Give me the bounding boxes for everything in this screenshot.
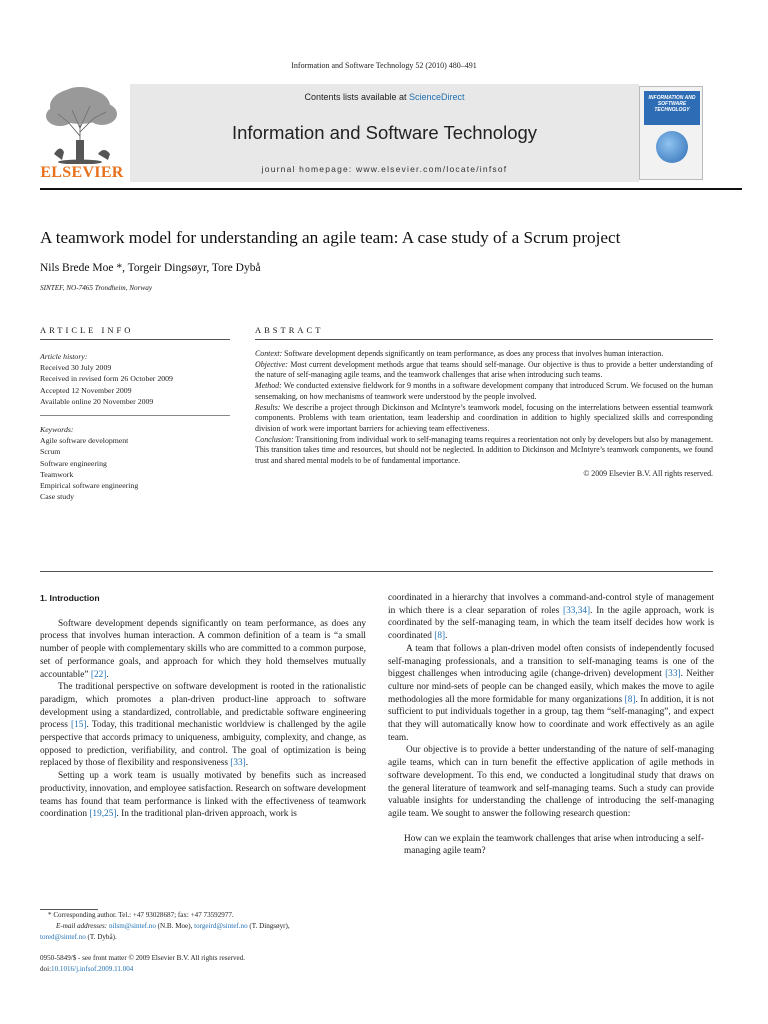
- body-paragraph: Setting up a work team is usually motivated by benefits such as increased productivity, innovation, and employee satisfaction. Research on software development teams has found that team performance is linked with the effectiveness of teamwork coordination [19,25]. In the traditional plan-driven approach, work is: [40, 771, 366, 820]
- masthead-center: [130, 84, 639, 182]
- abstract-context: [255, 349, 713, 360]
- body-paragraph: Our objective is to provide a better understanding of the nature of self-managing agile teams, which can in turn benefit the effective application of agile methods in software development. To this end, we conducted a longitudinal study that draws on the general literature of teamwork and self-managing teams. Such a study can provide valuable insights for understanding the challenge of introducing the self-managing agile team. We sought to answer the following research question:: [388, 745, 714, 819]
- conclusion-text: Transitioning from individual work to self-managing teams requires a reorientation not only by developers but also by management. This transition takes time and resources, but should not be neglected. In addition to Dickinson and McIntyre’s teamwork components, we found trust and shared mental models to be of fundamental importance.: [255, 434, 713, 466]
- body-left-column: [40, 592, 366, 821]
- citation-link[interactable]: [33]: [665, 669, 681, 680]
- citation-link[interactable]: [8]: [624, 694, 636, 705]
- citation-link[interactable]: [15]: [71, 720, 87, 731]
- abstract-bottom-rule: [40, 571, 713, 572]
- email-link[interactable]: tored@sintef.no: [40, 932, 86, 941]
- doi-link[interactable]: 10.1016/j.infsof.2009.11.004: [51, 965, 134, 974]
- citation-link[interactable]: [8]: [434, 631, 446, 642]
- contents-line: [130, 92, 639, 102]
- elsevier-logo[interactable]: [40, 84, 124, 182]
- citation-link[interactable]: [33]: [230, 758, 246, 769]
- info-divider: [40, 415, 230, 416]
- results-label: Results:: [255, 402, 281, 412]
- tree-icon: [40, 84, 124, 164]
- keyword-item: Software engineering: [40, 458, 107, 468]
- running-head: Information and Software Technology 52 (2010) 480–491: [291, 61, 477, 70]
- journal-title: Information and Software Technology: [231, 122, 538, 143]
- email-link[interactable]: torgeird@sintef.no: [194, 921, 248, 930]
- keywords-label: Keywords:: [40, 425, 74, 435]
- article-authors: Nils Brede Moe *, Torgeir Dingsøyr, Tore Dybå: [40, 262, 261, 274]
- abstract-heading: ABSTRACT: [255, 325, 324, 335]
- history-item: Received in revised form 26 October 2009: [40, 374, 173, 384]
- results-text: We describe a project through Dickinson and McIntyre’s teamwork model, focusing on the interrelations between essential teamwork components. Problems with team orientation, team leadership and coordination in addition to highly specialized skills and corresponding division of work were important barriers for achieving team effectiveness.: [255, 402, 713, 433]
- section-heading-introduction: 1. Introduction: [40, 593, 100, 603]
- conclusion-label: Conclusion:: [255, 434, 294, 444]
- context-text: Software development depends significantly on team performance, as does any process that involves human interaction.: [282, 349, 664, 358]
- cover-graphic: [656, 131, 688, 163]
- journal-homepage-link[interactable]: journal homepage: www.elsevier.com/locate/infsof: [261, 164, 508, 174]
- article-title: A teamwork model for understanding an agile team: A case study of a Scrum project: [40, 228, 621, 247]
- abstract-conclusion: [255, 435, 713, 467]
- author-affiliation: SINTEF, NO-7465 Trondheim, Norway: [40, 284, 153, 292]
- body-paragraph: The traditional perspective on software development is rooted in the rationalistic paradigm, which promotes a plan-driven product-line approach to software development using a standardized, controllable, and predictable software engineering process [15]. Today, this traditional mechanistic worldview is challenged by the agile perspective that accords primacy to uniqueness, ambiguity, complexity, and change, as opposed to prediction, verifiability, and control. The goal of optimization is being replaced by those of flexibility and responsiveness [33].: [40, 682, 366, 769]
- front-matter-line: 0950-5849/$ - see front matter © 2009 Elsevier B.V. All rights reserved.: [40, 954, 246, 962]
- abstract-copyright: © 2009 Elsevier B.V. All rights reserved.: [583, 468, 713, 478]
- abstract: [255, 349, 713, 479]
- keyword-item: Teamwork: [40, 469, 74, 479]
- masthead-rule: [40, 188, 742, 190]
- keyword-item: Empirical software engineering: [40, 481, 139, 491]
- elsevier-wordmark: ELSEVIER: [40, 164, 124, 181]
- journal-masthead: [40, 84, 742, 188]
- contents-prefix: Contents lists available at: [304, 92, 410, 102]
- objective-text: Most current development methods argue that teams should self-manage. Our objective is thus to provide a better understanding of the nature of self-managing agile teams, and the teamwork challenges that arise when introducing such teams.: [255, 359, 713, 380]
- context-label: Context:: [255, 349, 283, 358]
- cover-title: INFORMATION AND SOFTWARE TECHNOLOGY: [644, 91, 700, 125]
- keyword-item: Case study: [40, 492, 75, 502]
- citation-link[interactable]: [22]: [90, 669, 107, 680]
- abstract-objective: [255, 360, 713, 381]
- abstract-method: [255, 381, 713, 402]
- article-info: [40, 351, 230, 502]
- history-item: Received 30 July 2009: [40, 363, 112, 373]
- objective-label: Objective:: [255, 359, 288, 369]
- citation-link[interactable]: [19,25]: [89, 809, 117, 820]
- corresponding-author-footnote: * Corresponding author. Tel.: +47 93028687; fax: +47 73592977. E-mail addresses: nilsm@sintef.no (N.B. Moe), torgeird@sintef.no (T. Dingsøyr), tored@sintef.no (T. Dybå).: [40, 910, 370, 943]
- article-info-rule: [40, 339, 230, 340]
- method-text: We conducted extensive fieldwork for 9 months in a software development company that introduced Scrum. We focused on the human sensemaking, on how mechanisms of teamwork were understood by the people involved.: [255, 381, 713, 401]
- email-link[interactable]: nilsm@sintef.no: [108, 921, 156, 930]
- body-right-column: [388, 592, 714, 858]
- article-info-heading: ARTICLE INFO: [40, 325, 134, 335]
- history-item: Accepted 12 November 2009: [40, 385, 132, 395]
- corresponding-author: * Corresponding author. Tel.: +47 93028687; fax: +47 73592977.: [48, 911, 234, 919]
- method-label: Method:: [255, 381, 282, 391]
- email-label: E-mail addresses:: [56, 921, 108, 930]
- abstract-rule: [255, 339, 713, 340]
- body-paragraph: coordinated in a hierarchy that involves a command-and-control style of management in which there is a clear separation of roles [33,34]. In the agile approach, work is coordinated by the self-managing team, in which the team itself decides how work is coordinated [8].: [388, 593, 714, 642]
- abstract-results: [255, 403, 713, 435]
- issn-doi-block: [40, 953, 380, 975]
- keyword-item: Scrum: [40, 447, 61, 457]
- body-paragraph: Software development depends significantly on team performance, as does any process that involves human interaction. A common definition of a team is “a small number of people with complementary skills who are committed to a common purpose, set of performance goals, and approach for which they hold themselves mutually accountable” [22].: [40, 618, 366, 680]
- research-question: How can we explain the teamwork challenges that arise when introducing a self-managing agile team?: [404, 833, 704, 857]
- doi-label: doi:: [40, 965, 52, 974]
- keyword-item: Agile software development: [40, 436, 129, 446]
- history-item: Available online 20 November 2009: [40, 396, 154, 406]
- sciencedirect-link[interactable]: ScienceDirect: [409, 92, 465, 102]
- journal-cover-thumbnail[interactable]: [639, 86, 703, 180]
- history-label: Article history:: [40, 352, 88, 361]
- body-paragraph: A team that follows a plan-driven model often consists of independently focused self-managing professionals, and a transition to self-managing teams is one of the biggest challenges when introducing agile (change-driven) development [33]. Neither culture nor mind-sets of people can be changed easily, which makes the move to agile methodologies all the more formidable for many organizations [8]. In addition, it is not sufficient to put individuals together in a group, tag them “self-managing”, and expect that they will automatically know how to coordinate and work effectively as an agile team.: [388, 643, 715, 743]
- citation-link[interactable]: [33,34]: [562, 605, 591, 616]
